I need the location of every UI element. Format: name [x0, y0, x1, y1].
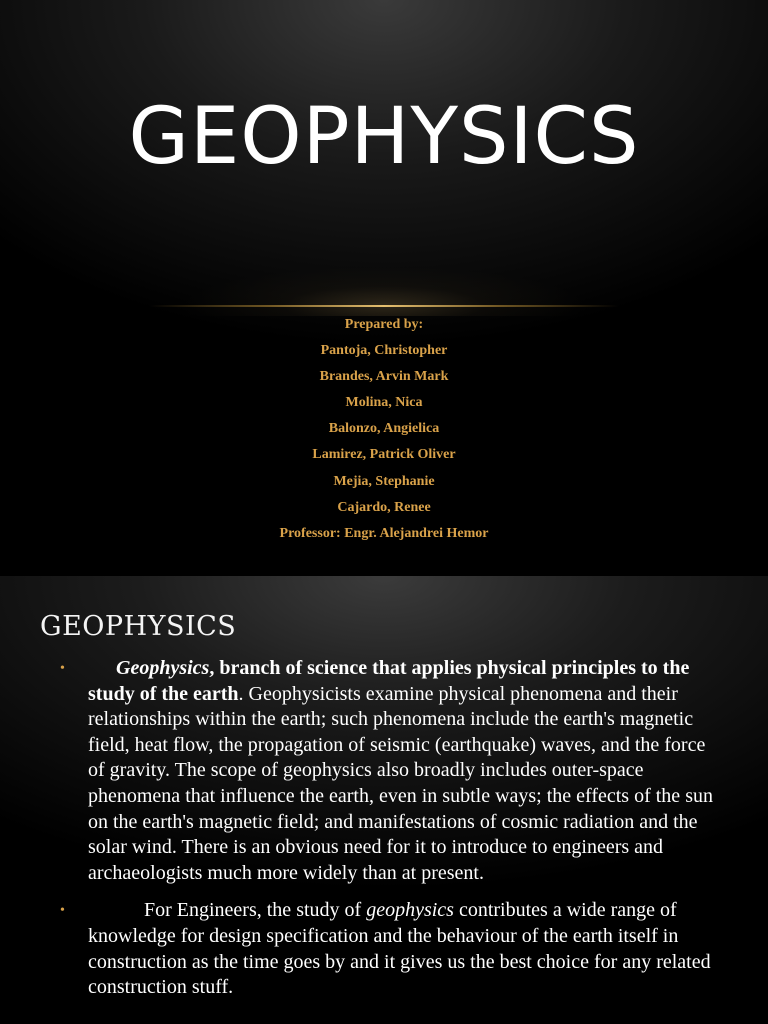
author-name: Brandes, Arvin Mark: [319, 369, 449, 385]
gold-divider: [150, 305, 618, 307]
author-credits: [0, 315, 768, 550]
author-name: Cajardo, Renee: [337, 499, 431, 515]
prepared-by-label: Prepared by:: [344, 317, 424, 332]
engineers-lead: For Engineers, the study of: [144, 899, 367, 922]
author-name: Balonzo, Angielica: [328, 421, 440, 437]
definition-text: . Geophysicists examine physical phenomena and their relationships within the earth; such phenomena include the earth's magnetic field, heat flow, the propagation of seismic (earthquake) waves, and the force of gravity. The scope of geophysics also broadly includes outer-space phenomena that influence the earth, even in subtle ways; the effects of the sun on the earth's magnetic field; and manifestations of cosmic radiation and the solar wind. There is an obvious need for it to introduce to engineers and archaeologists much more widely than at present.: [88, 682, 713, 884]
slide-title: GEOPHYSICS: [128, 92, 640, 182]
content-body: [60, 656, 720, 1001]
engineers-text: contributes a wide range of knowledge for design specification and the behaviour of the earth itself in construction as the time goes by and it gives us the best choice for any related construction stuff.: [88, 899, 711, 999]
author-name: Mejia, Stephanie: [333, 473, 435, 489]
content-slide-title: GEOPHYSICS: [40, 611, 237, 642]
bullet-item: [60, 898, 720, 1000]
term-geophysics-italic: geophysics: [366, 899, 454, 922]
author-name: Lamirez, Patrick Oliver: [312, 447, 456, 463]
bullet-dot-icon: •: [60, 903, 65, 919]
bullet-dot-icon: •: [60, 661, 65, 676]
professor-name: Professor: Engr. Alejandrei Hemor: [279, 525, 489, 541]
bullet-item: [60, 656, 720, 886]
author-name: Molina, Nica: [345, 395, 423, 411]
definition-bold: , branch of science that applies physical principles to the study of the earth: [88, 657, 690, 705]
author-name: Pantoja, Christopher: [320, 343, 448, 359]
term-geophysics: Geophysics: [116, 657, 210, 679]
